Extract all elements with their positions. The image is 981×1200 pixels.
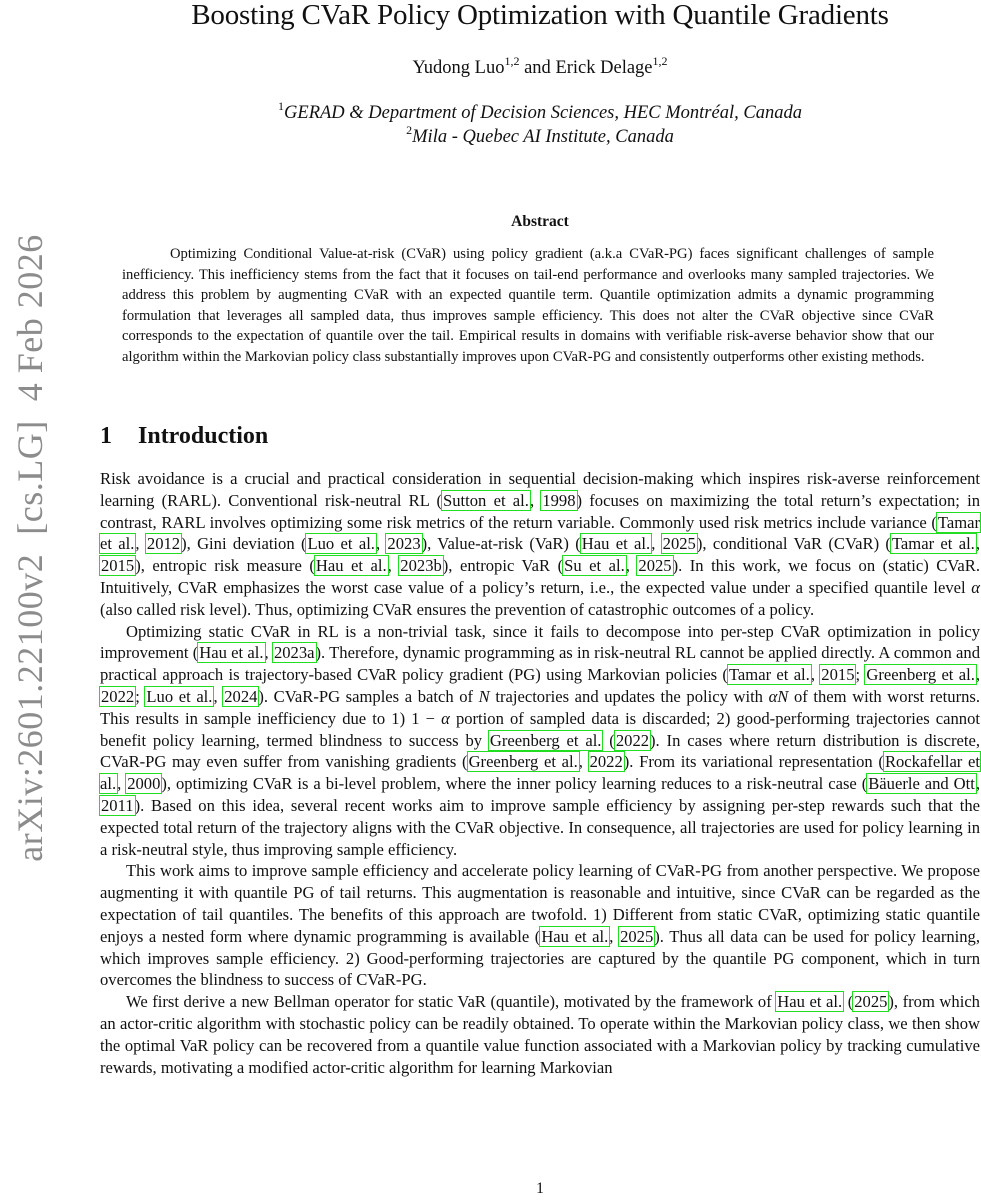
- math-alpha-n: αN: [768, 686, 789, 706]
- citation-link[interactable]: Sutton et al.: [443, 490, 529, 510]
- abstract-text: Optimizing Conditional Value-at-risk (CVaR) using policy gradient (a.k.a CVaR-PG) faces significant challenges of sample inefficiency. This inefficiency stems from the fact that it focuses on tail-end performance and overlooks many sampled trajectories. We address this problem by augmenting CVaR with an expected quantile term. Quantile optimization admits a dynamic programming formulation that leverages all sampled data, thus improves sample efficiency. This does not alter the CVaR objective since CVaR corresponds to the expectation of quantile over the tail. Empirical results in domains with verifiable risk-averse behavior show that our algorithm within the Markovian policy class substantially improves upon CVaR-PG and consistently outperforms other existing methods.: [122, 246, 934, 365]
- text-run: (also called risk level). Thus, optimizing CVaR ensures the prevention of catastrophic outcomes of a policy.: [100, 599, 815, 619]
- math-alpha: α: [441, 708, 450, 728]
- section-title: Introduction: [138, 423, 269, 449]
- text-run: ,: [135, 534, 146, 554]
- citation-link[interactable]: Greenberg et al.: [489, 730, 602, 750]
- paper-title: Boosting CVaR Policy Optimization with Quantile Gradients: [191, 0, 889, 31]
- text-run: ,: [625, 556, 638, 576]
- citation-link[interactable]: Greenberg et al.: [866, 665, 975, 685]
- citation-year-link[interactable]: 2023b: [400, 556, 442, 576]
- citation-link[interactable]: Su et al.: [564, 556, 625, 576]
- citation-year-link[interactable]: 2015: [821, 665, 855, 685]
- text-run: ). CVaR-PG samples a batch of: [258, 686, 479, 706]
- paragraph: [100, 468, 980, 621]
- text-run: ,: [975, 665, 981, 685]
- affiliations: [0, 101, 981, 149]
- text-run: ), conditional VaR (CVaR) (: [696, 534, 891, 554]
- abstract-heading: Abstract: [511, 213, 569, 230]
- text-run: ,: [609, 926, 620, 946]
- text-run: ). Based on this idea, several recent works aim to improve sample efficiency by assigning per-step rewards such that the expected total return of the trajectory aligns with the CVaR objective. In consequence, all trajectories are used for policy learning in a risk-neutral style, thus improving sample efficiency.: [100, 795, 980, 859]
- text-run: ,: [975, 774, 981, 794]
- text-run: ,: [975, 534, 980, 554]
- text-run: This work aims to improve sample efficiency and accelerate policy learning of CVaR-PG from another perspective. We propose augmenting it with quantile PG of tail returns. This augmentation is reasonable and intuitive, since CVaR can be regarded as the expectation of tail quantiles. The benefits of this approach are twofold. 1) Different from static CVaR, optimizing static quantile enjoys a nested form where dynamic programming is available (: [100, 861, 980, 946]
- author-name: Yudong Luo: [412, 58, 505, 78]
- math-n: N: [478, 686, 490, 706]
- paragraph: [100, 621, 980, 861]
- text-run: ), optimizing CVaR is a bi-level problem, where the inner policy learning reduces to a risk-neutral case (: [161, 774, 868, 794]
- citation-year-link[interactable]: 2012: [146, 534, 181, 554]
- text-run: ). Thus all data can be used for policy learning, which improves sample efficiency. 2) Good-performing trajectories are captured by the quantile PG component, which in turn overcomes the blindness to success of CVaR-PG.: [100, 926, 980, 990]
- text-run: ,: [213, 686, 224, 706]
- text-run: ;: [855, 665, 866, 685]
- text-run: ,: [810, 665, 821, 685]
- text-run: ). Therefore, dynamic programming as in risk-neutral RL cannot be applied directly. A common and practical approach is trajectory-based CVaR policy gradient (PG) using Markovian policies (: [100, 643, 980, 685]
- text-run: ,: [529, 490, 542, 510]
- text-run: ). From its variational representation (: [623, 752, 884, 772]
- citation-year-link[interactable]: 2022: [589, 752, 623, 772]
- text-run: portion of sampled data is discarded; 2) good-performing trajectories cannot benefit policy learning, termed blindness to success by: [100, 708, 980, 750]
- citation-link[interactable]: Hau et al.: [541, 926, 609, 946]
- affiliation-line: [0, 101, 981, 125]
- text-run: ) focuses on maximizing the total return’s expectation; in contrast, RARL involves optimizing some risk metrics of the return variable. Commonly used risk metrics include variance (: [100, 490, 980, 532]
- citation-link[interactable]: Luo et al.: [307, 534, 375, 554]
- text-run: ), Gini deviation (: [181, 534, 307, 554]
- text-run: ,: [387, 556, 400, 576]
- text-run: ,: [578, 752, 589, 772]
- arxiv-stamp[interactable]: arXiv:2601.22100v2 [cs.LG] 4 Feb 2026: [10, 234, 50, 862]
- citation-year-link[interactable]: 2024: [224, 686, 258, 706]
- citation-year-link[interactable]: 2025: [854, 992, 888, 1012]
- citation-link[interactable]: Hau et al.: [581, 534, 651, 554]
- section-heading: [100, 420, 268, 452]
- affil-mark: 2: [406, 123, 413, 137]
- affil-text: Mila - Quebec AI Institute, Canada: [412, 127, 674, 147]
- affil-text: GERAD & Department of Decision Sciences, HEC Montréal, Canada: [284, 103, 802, 123]
- text-run: Risk avoidance is a crucial and practical consideration in sequential decision-making which inspires risk-averse reinforcement learning (RARL). Conventional risk-neutral RL (: [100, 469, 980, 510]
- citation-link[interactable]: Tamar et al.: [728, 665, 810, 685]
- text-run: ;: [135, 686, 146, 706]
- paragraph: [100, 991, 980, 1078]
- citation-year-link[interactable]: 2023: [387, 534, 421, 554]
- author-affil-mark: 1,2: [504, 54, 520, 68]
- affiliation-line: [0, 125, 981, 149]
- text-run: We first derive a new Bellman operator for static VaR (quantile), motivated by the framework of: [126, 992, 777, 1012]
- text-run: trajectories and updates the policy with: [489, 686, 769, 706]
- citation-link[interactable]: Bäuerle and Ott: [868, 774, 975, 794]
- section-number: 1: [100, 423, 112, 449]
- body-text: [100, 468, 980, 1078]
- text-run: of them with worst returns. This results in sample inefficiency due to 1) 1 −: [100, 686, 980, 728]
- citation-link[interactable]: Greenberg et al.: [468, 752, 578, 772]
- text-run: ,: [264, 643, 273, 663]
- citation-year-link[interactable]: 2025: [638, 556, 672, 576]
- author-name: Erick Delage: [555, 58, 653, 78]
- text-run: ), from which an actor-critic algorithm with stochastic policy can be readily obtained. To operate within the Markovian policy class, we then show the optimal VaR policy can be recovered from a quantile value function associated with a Markovian policy by tracking cumulative rewards, motivating a modified actor-critic algorithm for learning Markovian: [100, 992, 980, 1077]
- paragraph: [100, 860, 980, 991]
- text-run: ), entropic risk measure (: [135, 556, 315, 576]
- text-run: ,: [375, 534, 387, 554]
- citation-link[interactable]: Tamar et al.: [100, 512, 980, 554]
- author-list: [0, 56, 981, 80]
- text-run: ). In cases where return distribution is discrete, CVaR-PG may even suffer from vanishing gradients (: [100, 730, 980, 772]
- text-run: ), Value-at-risk (VaR) (: [421, 534, 581, 554]
- citation-link[interactable]: Rockafellar et al.: [100, 752, 980, 794]
- citation-year-link[interactable]: 2022: [101, 686, 135, 706]
- citation-year-link[interactable]: 2025: [662, 534, 696, 554]
- text-run: (: [843, 992, 854, 1012]
- citation-year-link[interactable]: 2011: [101, 795, 134, 815]
- page-number: 1: [536, 1180, 544, 1197]
- affil-mark: 1: [278, 99, 285, 113]
- text-run: ,: [117, 774, 127, 794]
- author-joiner: and: [519, 58, 556, 78]
- citation-year-link[interactable]: 1998: [542, 490, 576, 510]
- citation-link[interactable]: Luo et al.: [146, 686, 213, 706]
- text-run: ), entropic VaR (: [442, 556, 564, 576]
- citation-year-link[interactable]: 2025: [620, 926, 654, 946]
- citation-link[interactable]: Hau et al.: [315, 556, 387, 576]
- math-alpha: α: [971, 577, 980, 597]
- citation-link[interactable]: Hau et al.: [777, 992, 843, 1012]
- text-run: (: [602, 730, 615, 750]
- author-affil-mark: 1,2: [652, 54, 668, 68]
- citation-year-link[interactable]: 2000: [127, 774, 161, 794]
- text-run: Optimizing static CVaR in RL is a non-trivial task, since it fails to decompose into per-step CVaR optimization in policy improvement (: [100, 621, 980, 663]
- citation-year-link[interactable]: 2015: [101, 556, 135, 576]
- text-run: ). In this work, we focus on (static) CVaR. Intuitively, CVaR emphasizes the worst case value of a policy’s return, i.e., the expected value under a specified quantile level: [100, 556, 981, 597]
- citation-year-link[interactable]: 2022: [615, 730, 650, 750]
- citation-link[interactable]: Hau et al.: [199, 643, 264, 663]
- citation-link[interactable]: Tamar et al.: [891, 534, 975, 554]
- text-run: ,: [651, 534, 662, 554]
- citation-year-link[interactable]: 2023a: [273, 643, 315, 663]
